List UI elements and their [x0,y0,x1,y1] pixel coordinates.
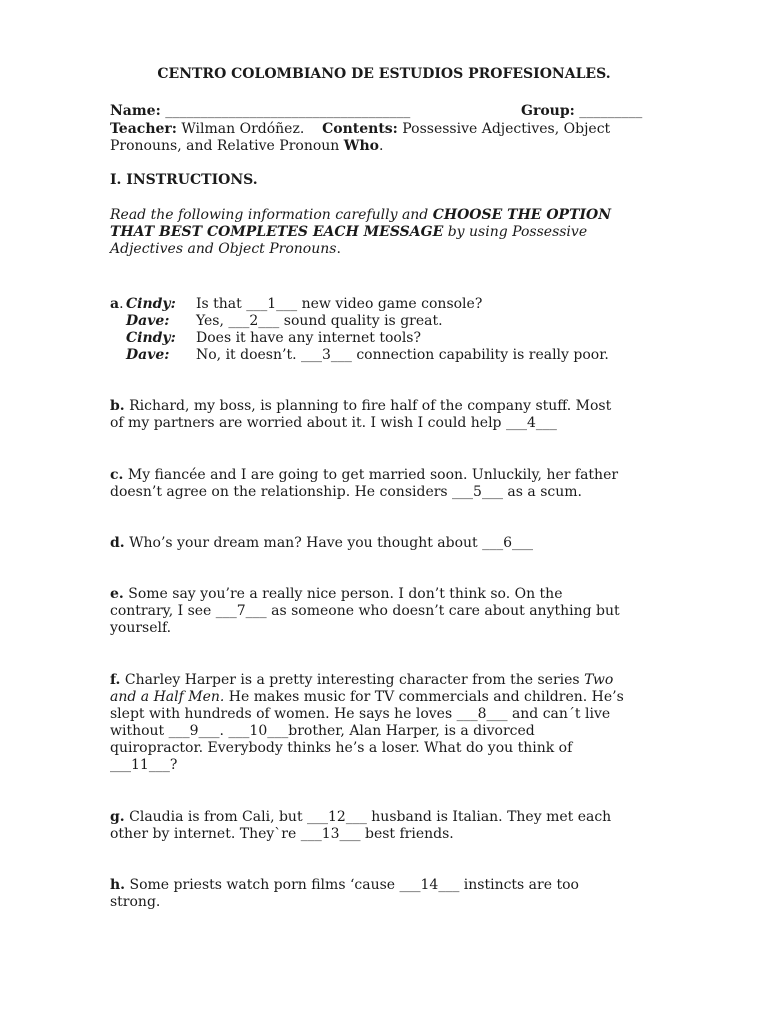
group-blank: _________ [579,103,643,119]
contents-label: Contents: [322,121,398,137]
exercise-e [110,586,660,637]
exercise-g-text-1: Claudia is from Cali, but ___12___ husband is Italian. They met each [129,809,612,825]
exercise-f-text-6: ___11___? [110,757,178,773]
exercise-c-letter: c. [110,467,124,483]
exercise-b-letter: b. [110,398,125,414]
dialogue-row [126,330,421,347]
instructions-italic-1: Read the following information carefully and [110,207,429,223]
dialogue-text: Does it have any internet tools? [196,330,421,346]
exercise-c-text-2: doesn’t agree on the relationship. He considers ___5___ as a scum. [110,484,582,500]
group-label: Group: [521,103,575,119]
exercise-f-text-5: quiropractor. Everybody thinks he’s a loser. What do you think of [110,740,573,756]
exercise-h-text-1: Some priests watch porn films ‘cause ___14___ instincts are too [129,877,579,893]
name-blank: ___________________________________ [165,103,411,119]
instructions-line-1 [110,207,611,224]
exercise-d [110,535,660,552]
exercise-a-sep: . [119,296,124,312]
name-field [110,103,410,120]
exercise-f-text-2: He makes music for TV commercials and children. He’s [228,689,624,705]
exercise-f-text-3: slept with hundreds of women. He says he loves ___8___ and can´t live [110,706,611,722]
group-field [521,103,642,120]
instructions-line-2 [110,224,587,241]
exercise-f-series-title-2: and a Half Men. [110,689,225,705]
exercise-e-text-2: contrary, I see ___7___ as someone who doesn’t care about anything but [110,603,620,619]
dialogue-text: Is that ___1___ new video game console? [196,296,483,312]
document-title: CENTRO COLOMBIANO DE ESTUDIOS PROFESIONALES. [157,66,611,82]
exercise-b-text-2: of my partners are worried about it. I wish I could help ___4___ [110,415,557,431]
exercise-g [110,809,660,843]
contents-end: . [379,138,384,154]
dialogue-speaker: Dave: [126,347,170,363]
exercise-h-letter: h. [110,877,126,893]
dialogue-speaker: Cindy: [126,330,176,346]
dialogue-text: Yes, ___2___ sound quality is great. [196,313,443,329]
name-label: Name: [110,103,161,119]
teacher-value: Wilman Ordóñez. [181,121,305,137]
teacher-contents-line [110,121,610,138]
exercise-b-text-1: Richard, my boss, is planning to fire half of the company stuff. Most [129,398,612,414]
exercise-c [110,467,660,501]
exercise-e-text-3: yourself. [110,620,172,636]
exercise-a-letter: a [110,296,120,312]
exercise-f-text-4: without ___9___. ___10___brother, Alan Harper, is a divorced [110,723,535,739]
instructions-line-3 [110,241,341,258]
instructions-italic-3: Adjectives and Object Pronouns [110,241,337,257]
exercise-h [110,877,660,911]
contents-who: Who [343,138,380,154]
contents-line-2 [110,138,383,155]
instructions-end: . [336,241,341,257]
exercise-d-letter: d. [110,535,125,551]
exercise-g-text-2: other by internet. They`re ___13___ best friends. [110,826,454,842]
exercise-c-text-1: My fiancée and I are going to get married soon. Unluckily, her father [127,467,619,483]
contents-value-2: Pronouns, and Relative Pronoun [110,138,340,154]
exercise-f-series-title-1: Two [584,672,614,688]
exercise-a-line-1 [110,296,124,313]
exercise-f-letter: f. [110,672,121,688]
exercise-b [110,398,660,432]
exercise-e-letter: e. [110,586,124,602]
instructions-bold-1: CHOOSE THE OPTION [432,207,612,223]
dialogue-text: No, it doesn’t. ___3___ connection capability is really poor. [196,347,609,363]
teacher-label: Teacher: [110,121,177,137]
exercise-f-text-1: Charley Harper is a pretty interesting character from the series [124,672,580,688]
exercise-h-text-2: strong. [110,894,161,910]
exercise-f [110,672,660,774]
dialogue-row [126,296,482,313]
instructions-heading: I. INSTRUCTIONS. [110,172,258,188]
instructions-bold-2: THAT BEST COMPLETES EACH MESSAGE [110,224,444,240]
exercise-e-text-1: Some say you’re a really nice person. I don’t think so. On the [128,586,563,602]
dialogue-row [126,313,443,330]
exercise-d-text-1: Who’s your dream man? Have you thought about ___6___ [129,535,534,551]
contents-value-1: Possessive Adjectives, Object [402,121,611,137]
dialogue-speaker: Dave: [126,313,170,329]
instructions-italic-2: by using Possessive [447,224,588,240]
dialogue-row [126,347,609,364]
exercise-g-letter: g. [110,809,125,825]
dialogue-speaker: Cindy: [126,296,176,312]
